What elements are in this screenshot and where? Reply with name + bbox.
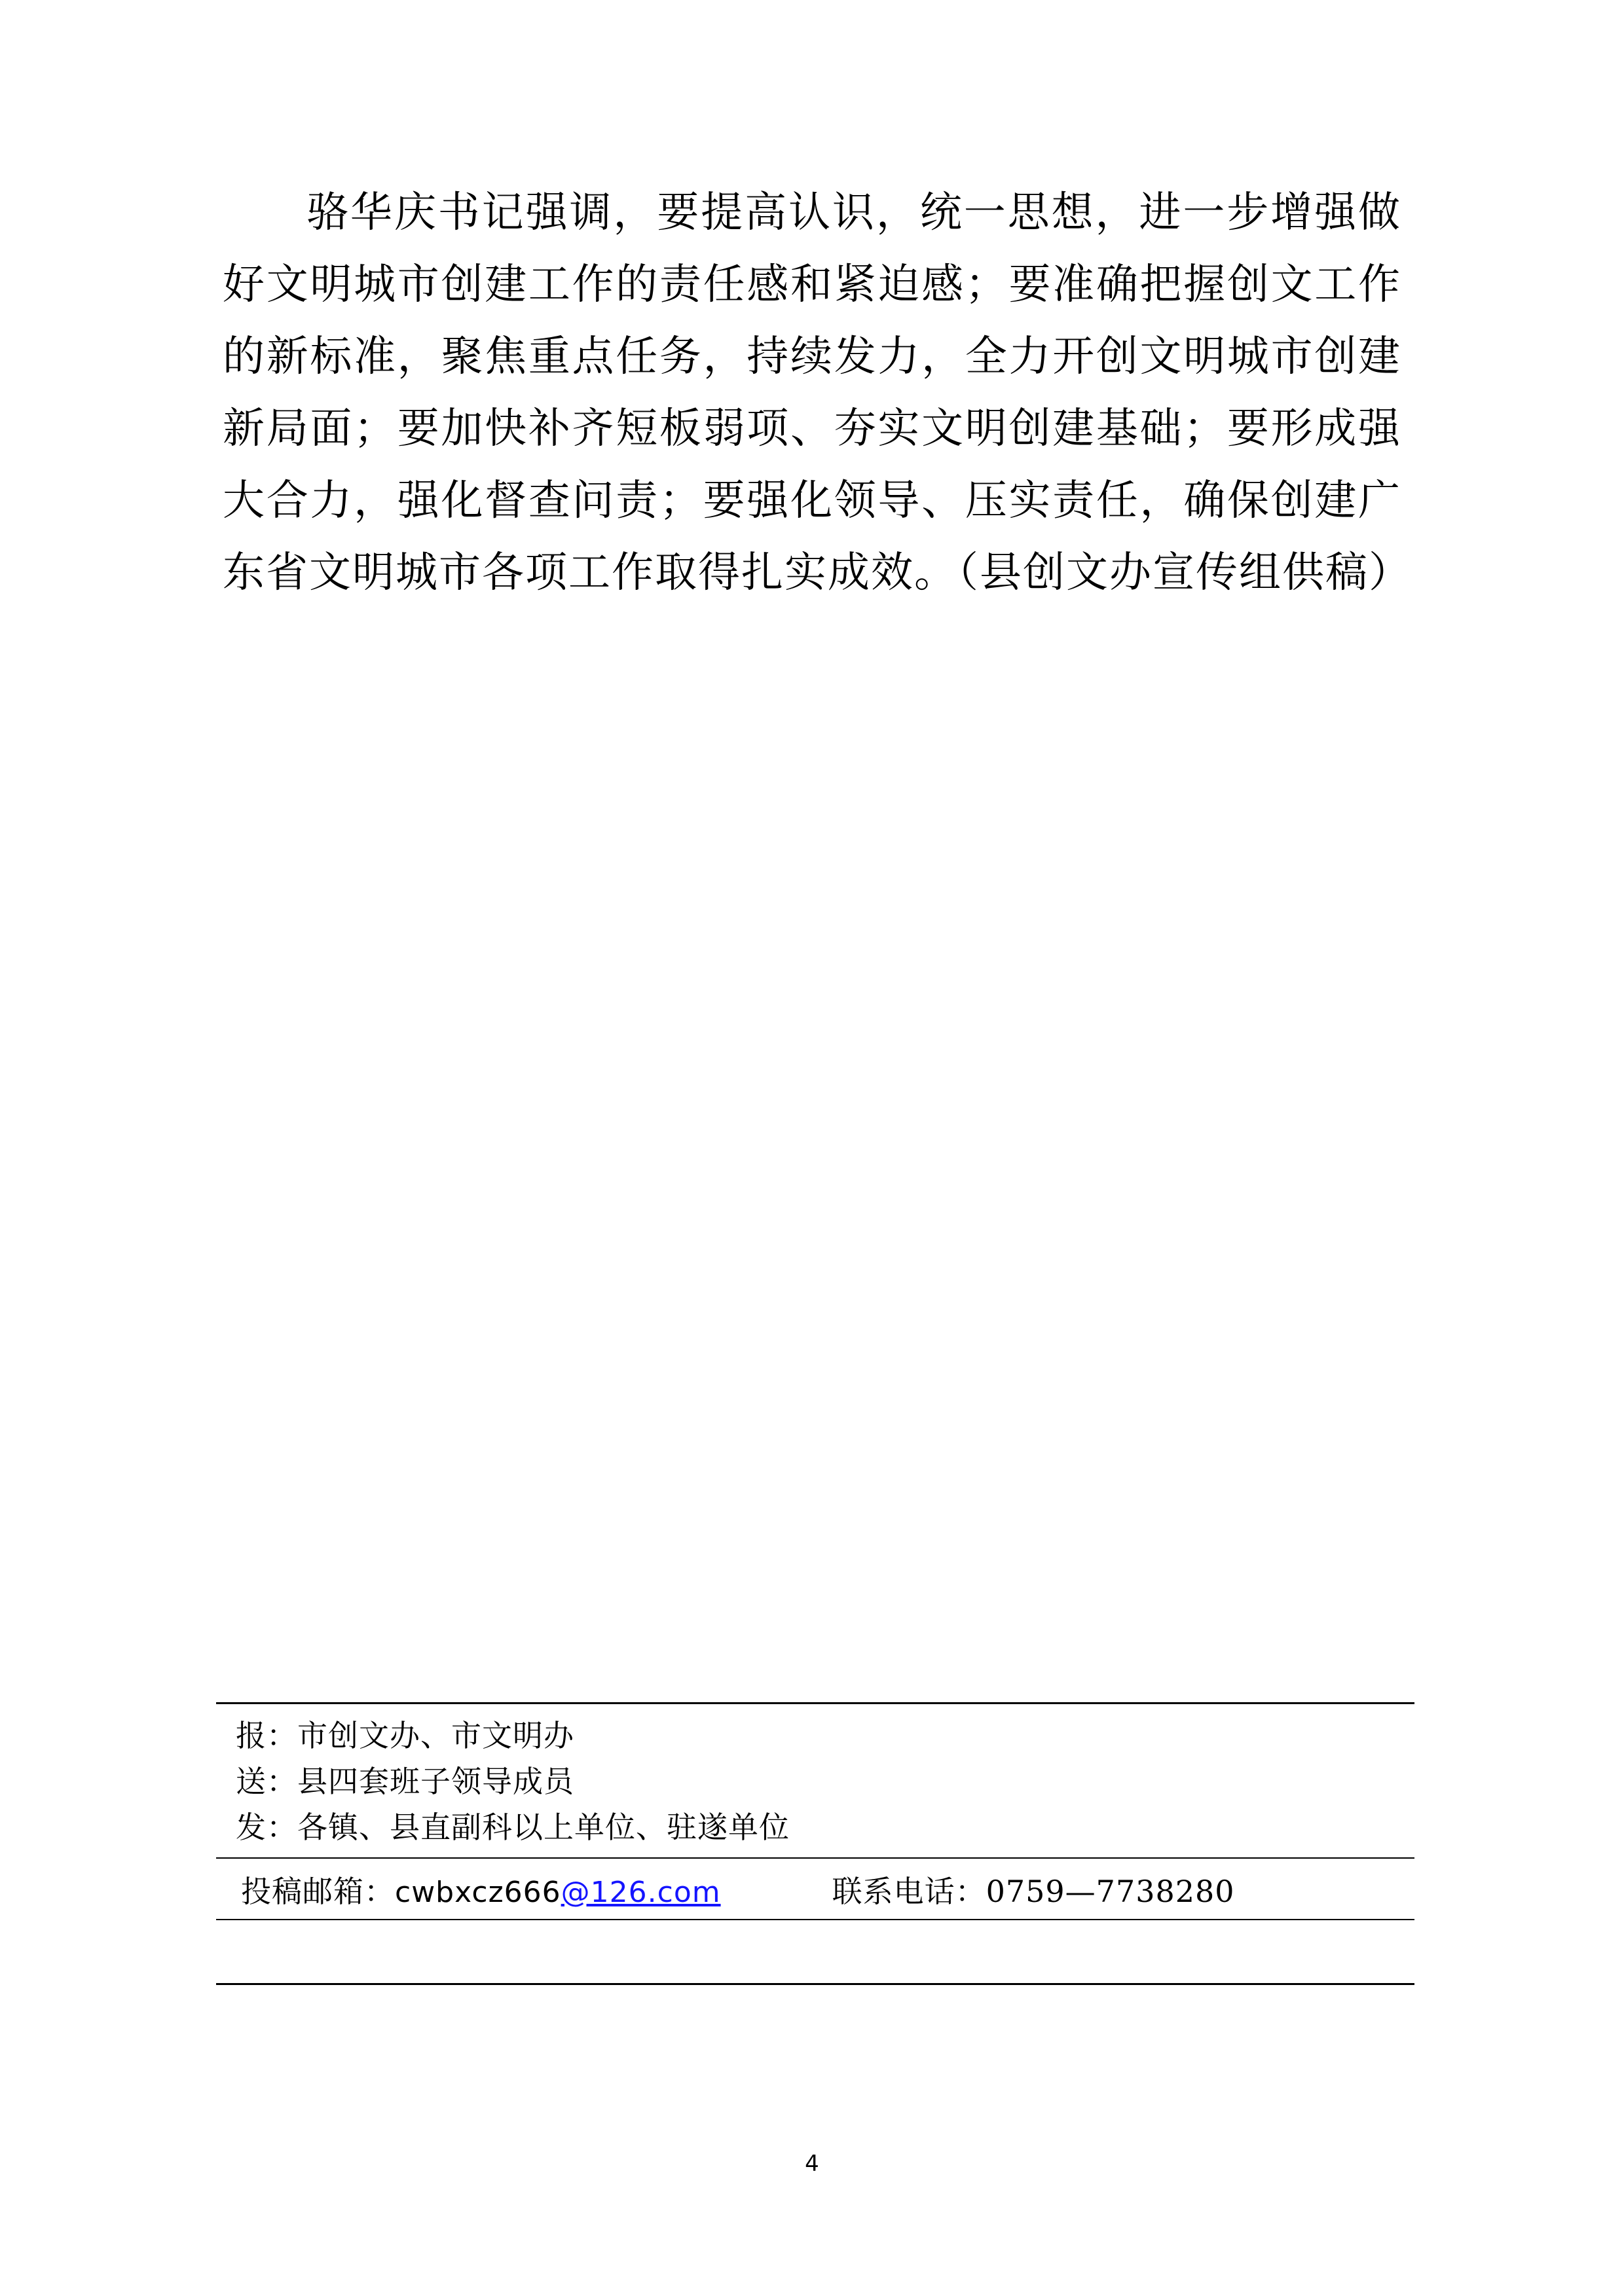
body-paragraph: 骆华庆书记强调，要提高认识，统一思想，进一步增强做好文明城市创建工作的责任感和紧迫感；要准确把握创文工作的新标准，聚焦重点任务，持续发力，全力开创文明城市创建新局面；要加快补齐短板弱项、夯实文明创建基础；要形成强大合力，强化督查问责；要强化领导、压实责任，确保创建广东省文明城市各项工作取得扎实成效。（县创文办宣传组供稿） (223, 189, 1412, 598)
contact-row (216, 1859, 1414, 1919)
phone-label: 联系电话： (832, 1873, 986, 1909)
body-text-block (223, 177, 1412, 609)
distribution-report-line: 报：市创文办、市文明办 (236, 1718, 574, 1753)
email-domain-link[interactable]: @126.com (561, 1875, 721, 1909)
footer-block (216, 1702, 1414, 1985)
distribution-send-line: 送：县四套班子领导成员 (236, 1763, 574, 1799)
email-user: cwbxcz666 (395, 1875, 561, 1909)
page-number: 4 (805, 2151, 819, 2177)
footer-gap (216, 1920, 1414, 1983)
phone-value: 0759—7738280 (986, 1873, 1235, 1909)
distribution-issue-line: 发：各镇、县直副科以上单位、驻遂单位 (236, 1809, 790, 1845)
footer-bottom-rule (216, 1983, 1414, 1985)
distribution-list (216, 1704, 1414, 1857)
email-label: 投稿邮箱： (241, 1873, 395, 1909)
